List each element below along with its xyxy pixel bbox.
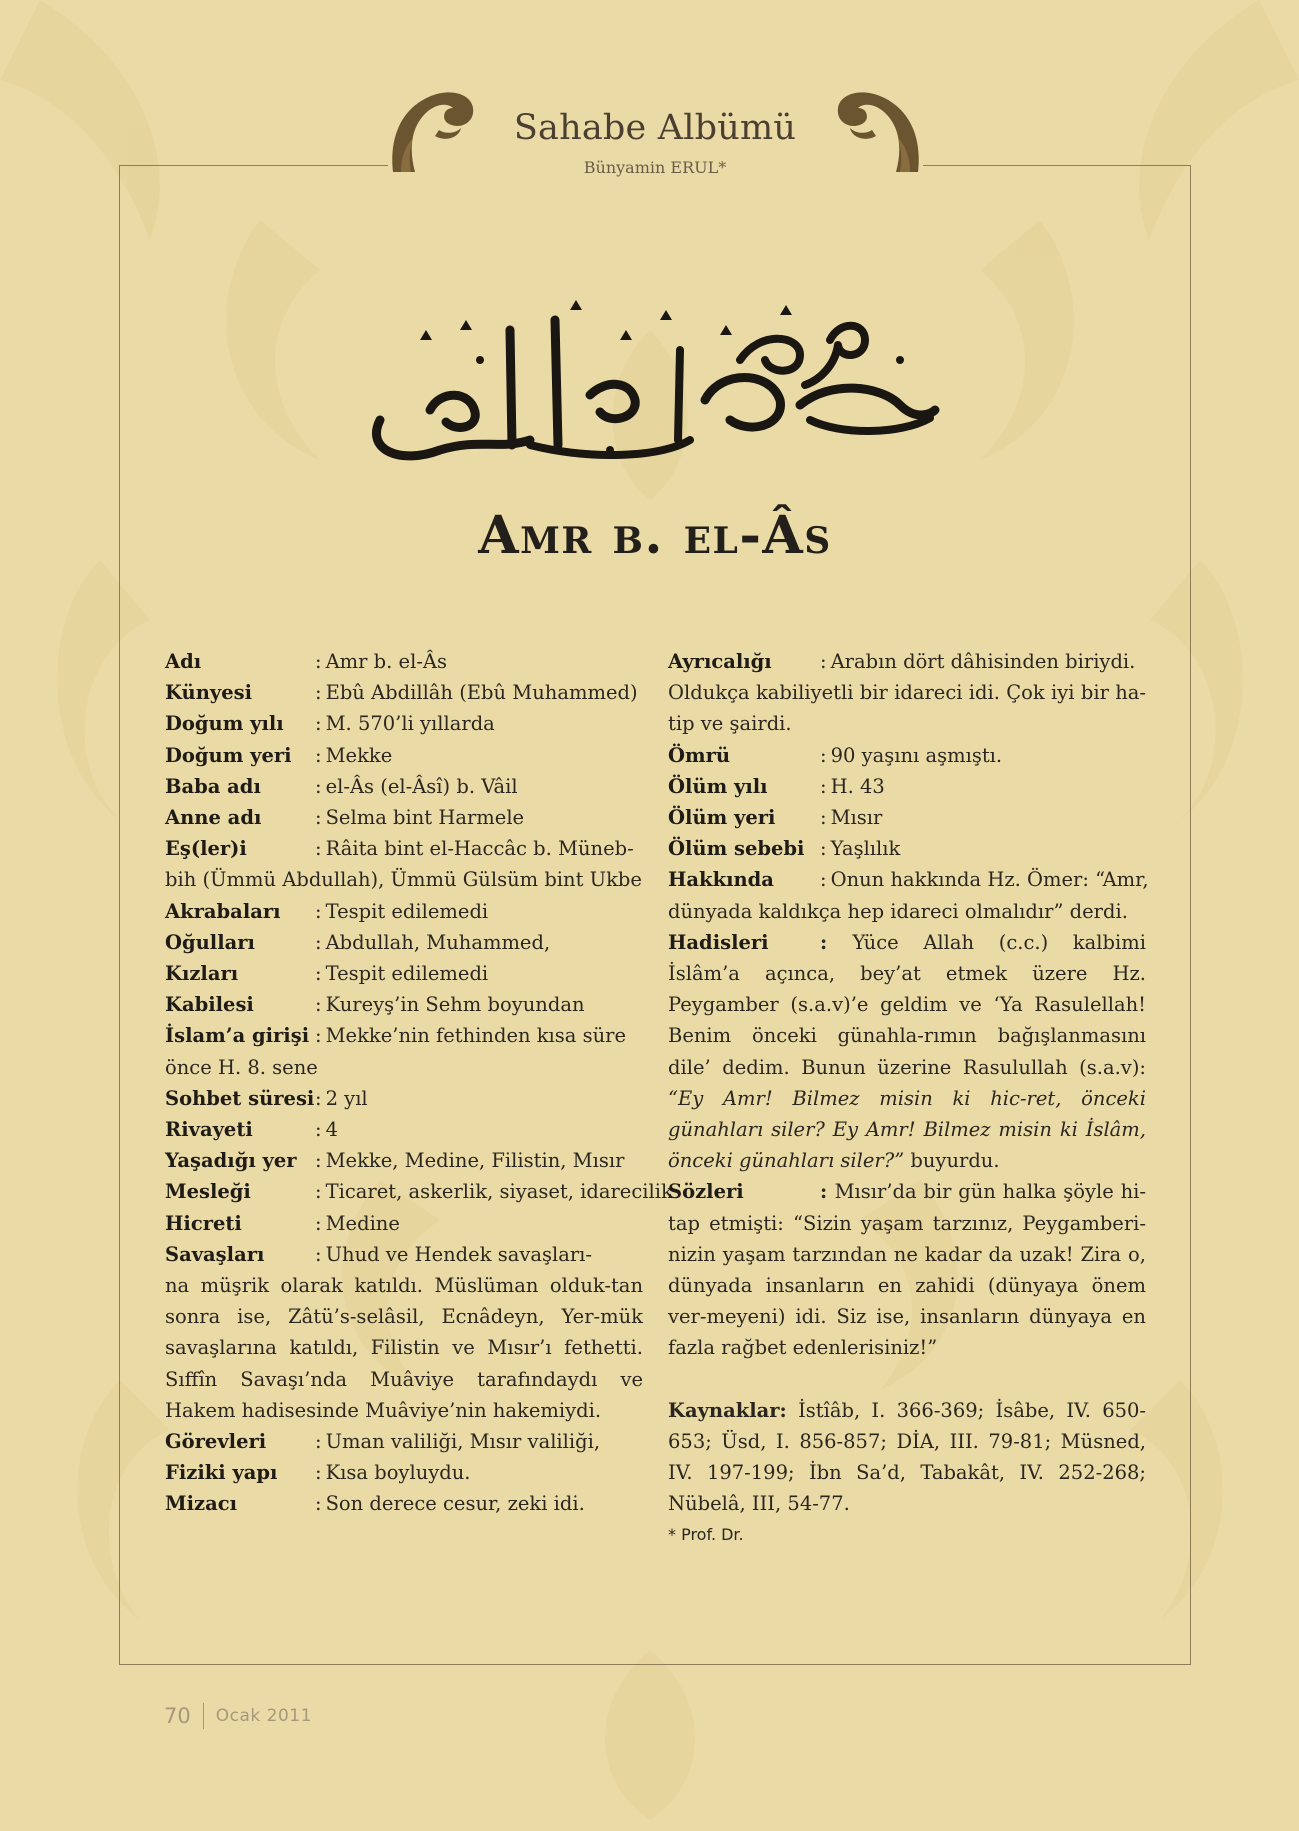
info-label: Rivayeti — [165, 1118, 253, 1142]
info-label: Hadisleri — [668, 930, 769, 954]
info-value: Uhud ve Hendek savaşları- — [325, 1242, 592, 1266]
info-row: Baba adı : el-Âs (el-Âsî) b. Vâil — [165, 771, 643, 802]
album-title: Sahabe Albümü — [513, 108, 797, 148]
info-label: Baba adı — [165, 774, 261, 798]
info-label: Sözleri — [668, 1180, 744, 1204]
sozleri-text: Mısır’da bir gün halka şöyle hi-tap etmişti: “Sizin yaşam tarzınız, Peygamberi-nizin yaşam tarzından ne kadar da uzak! Zira o, dünyada insanların en zahidi (dünyaya önem ver-meyeni) idi. Siz ise, insanların dünyaya en fazla rağbet edenlerisiniz!” — [668, 1180, 1146, 1360]
info-label: Yaşadığı yer — [165, 1149, 297, 1173]
info-value: Ebû Abdillâh (Ebû Muhammed) — [325, 681, 638, 705]
info-value: Medine — [325, 1211, 400, 1235]
info-value: H. 43 — [830, 774, 885, 798]
info-row: Ayrıcalığı : Arabın dört dâhisinden biriydi. — [668, 646, 1146, 677]
info-label: Mizacı — [165, 1492, 237, 1516]
info-value: Uman valiliği, Mısır valiliği, — [325, 1430, 601, 1454]
info-label: Hicreti — [165, 1211, 242, 1235]
info-row: Mesleği : Ticaret, askerlik, siyaset, idarecilik — [165, 1176, 643, 1207]
hadis-paragraph: Hadisleri : Yüce Allah (c.c.) kalbimi İslâm’a açınca, bey’at etmek üzere Hz. Peygamber (s.a.v)’e geldim ve ‘Ya Rasulellah! Benim önceki günahla-rımın bağışlanmasını dile’ dedim. Bunun üzerine Rasulullah (s.a.v): “Ey Amr! Bilmez misin ki hic-ret, önceki günahları siler? Ey Amr! Bilmez misin ki İslâm, önceki günahları siler?” buyurdu. — [668, 927, 1146, 1177]
info-label: Sohbet süresi — [165, 1086, 315, 1110]
info-row: Doğum yılı : M. 570’li yıllarda — [165, 708, 643, 739]
sozleri-paragraph: Sözleri : Mısır’da bir gün halka şöyle hi-tap etmişti: “Sizin yaşam tarzınız, Peygamberi-nizin yaşam tarzından ne kadar da uzak! Zira o, dünyada insanların en zahidi (dünyaya önem ver-meyeni) idi. Siz ise, insanların dünyaya en fazla rağbet edenlerisiniz!” — [668, 1176, 1146, 1363]
info-row: Kızları : Tespit edilemedi — [165, 958, 643, 989]
issue-date: Ocak 2011 — [215, 1706, 312, 1726]
info-value: Ticaret, askerlik, siyaset, idarecilik — [325, 1180, 673, 1204]
info-value: Son derece cesur, zeki idi. — [325, 1492, 585, 1516]
info-label: Anne adı — [165, 806, 262, 830]
info-value: Tespit edilemedi — [325, 899, 489, 923]
info-row: Hakkında : Onun hakkında Hz. Ömer: “Amr, — [668, 864, 1146, 895]
info-value: Onun hakkında Hz. Ömer: “Amr, — [830, 868, 1149, 892]
info-row: Künyesi : Ebû Abdillâh (Ebû Muhammed) — [165, 677, 643, 708]
sources-text: İstîâb, I. 366-369; İsâbe, IV. 650-653; Üsd, I. 856-857; DİA, III. 79-81; Müsned, IV. 197-199; İbn Sa’d, Tabakât, IV. 252-268; Nübelâ, III, 54-77. — [668, 1398, 1147, 1516]
info-row: Sohbet süresi : 2 yıl — [165, 1083, 643, 1114]
info-label: Ölüm yeri — [668, 806, 776, 830]
info-label: Savaşları — [165, 1242, 265, 1266]
info-value: Mekke’nin fethinden kısa süre — [325, 1024, 627, 1048]
info-label: Künyesi — [165, 681, 252, 705]
info-row: Anne adı : Selma bint Harmele — [165, 802, 643, 833]
info-row: Mizacı : Son derece cesur, zeki idi. — [165, 1488, 643, 1519]
footnote: * Prof. Dr. — [668, 1525, 744, 1545]
info-label: Kabilesi — [165, 993, 254, 1017]
info-row: Ölüm yeri : Mısır — [668, 802, 1146, 833]
info-row: Akrabaları : Tespit edilemedi — [165, 896, 643, 927]
info-label: Görevleri — [165, 1430, 267, 1454]
info-value: Tespit edilemedi — [325, 962, 489, 986]
footer-divider — [203, 1703, 204, 1729]
info-value: 4 — [325, 1118, 338, 1142]
info-label: Akrabaları — [165, 899, 281, 923]
info-row: Ömrü : 90 yaşını aşmıştı. — [668, 740, 1146, 771]
info-value: 90 yaşını aşmıştı. — [830, 743, 1003, 767]
info-row: Eş(ler)i : Râita bint el-Haccâc b. Müneb- — [165, 833, 643, 864]
info-value: Kısa boyluydu. — [325, 1461, 471, 1485]
info-continuation: bih (Ümmü Abdullah), Ümmü Gülsüm bint Ukbe — [165, 868, 642, 892]
info-label: Fiziki yapı — [165, 1461, 278, 1485]
info-row: Görevleri : Uman valiliği, Mısır valiliği, — [165, 1426, 643, 1457]
info-continuation: önce H. 8. sene — [165, 1055, 318, 1079]
right-column — [668, 646, 1149, 1551]
info-value: M. 570’li yıllarda — [325, 712, 495, 736]
info-label: Kızları — [165, 962, 239, 986]
info-value: 2 yıl — [325, 1086, 368, 1110]
info-label: Eş(ler)i — [165, 837, 247, 861]
info-row: Adı : Amr b. el-Âs — [165, 646, 643, 677]
info-label: Doğum yılı — [165, 712, 284, 736]
info-value: Mısır — [830, 806, 883, 830]
info-label: İslam’a girişi — [165, 1024, 310, 1048]
info-value: Amr b. el-Âs — [325, 650, 448, 673]
hadis-end: buyurdu. — [910, 1149, 1000, 1173]
info-value: el-Âs (el-Âsî) b. Vâil — [325, 774, 518, 798]
left-column — [165, 646, 673, 1520]
sources-paragraph — [668, 1395, 1146, 1520]
info-label: Ömrü — [668, 743, 731, 767]
info-value: Kureyş’in Sehm boyundan — [325, 993, 585, 1017]
info-row: Yaşadığı yer : Mekke, Medine, Filistin, Mısır — [165, 1145, 643, 1176]
info-continuation: na müşrik olarak katıldı. Müslüman olduk-tan sonra ise, Zâtü’s-selâsil, Ecnâdeyn, Yer-mük savaşlarına katıldı, Filistin ve Mısır’ı fethetti. Sıffîn Savaşı’nda Muâviye tarafındaydı ve Hakem hadisesinde Muâviye’nin hakemiydi. — [165, 1274, 643, 1422]
main-title: Amr b. el-Âs — [478, 505, 832, 566]
info-label: Ölüm sebebi — [668, 837, 805, 861]
info-label: Ayrıcalığı — [668, 650, 772, 673]
info-value: Mekke — [325, 743, 393, 767]
arabic-calligraphy — [360, 300, 940, 475]
info-row: Rivayeti : 4 — [165, 1114, 643, 1145]
sources-label: Kaynaklar: — [668, 1398, 787, 1422]
page-footer — [164, 1703, 312, 1729]
info-label: Mesleği — [165, 1180, 251, 1204]
info-row: Ölüm yılı : H. 43 — [668, 771, 1146, 802]
info-label: Ölüm yılı — [668, 774, 768, 798]
info-value: Mekke, Medine, Filistin, Mısır — [325, 1149, 625, 1173]
hadis-quote: “Ey Amr! Bilmez misin ki hic-ret, önceki günahları siler? Ey Amr! Bilmez misin ki İslâm, önceki günahları siler?” — [668, 1086, 1146, 1173]
info-row: Doğum yeri : Mekke — [165, 740, 643, 771]
info-row: Savaşları : Uhud ve Hendek savaşları- — [165, 1239, 643, 1270]
info-row: Kabilesi : Kureyş’in Sehm boyundan — [165, 989, 643, 1020]
info-value: Abdullah, Muhammed, — [325, 930, 551, 954]
info-continuation: dünyada kaldıkça hep idareci olmalıdır” derdi. — [668, 899, 1128, 923]
author-name: Bünyamin ERUL* — [583, 158, 727, 177]
info-value: Arabın dört dâhisinden biriydi. — [830, 650, 1136, 673]
info-label: Hakkında — [668, 868, 774, 892]
info-value: Selma bint Harmele — [325, 806, 525, 830]
info-row: İslam’a girişi : Mekke’nin fethinden kısa süre — [165, 1020, 643, 1051]
page-number: 70 — [164, 1704, 191, 1728]
hadis-text: Yüce Allah (c.c.) kalbimi İslâm’a açınca, bey’at etmek üzere Hz. Peygamber (s.a.v)’e geldim ve ‘Ya Rasulellah! Benim önceki günahla-rımın bağışlanmasını dile’ dedim. Bunun üzerine Rasulullah (s.a.v): — [668, 930, 1146, 1079]
info-value: Râita bint el-Haccâc b. Müneb- — [325, 837, 634, 861]
info-row: Oğulları : Abdullah, Muhammed, — [165, 927, 643, 958]
info-row: Ölüm sebebi : Yaşlılık — [668, 833, 1146, 864]
info-row: Hicreti : Medine — [165, 1208, 643, 1239]
info-label: Adı — [165, 650, 202, 673]
info-label: Doğum yeri — [165, 743, 292, 767]
info-label: Oğulları — [165, 930, 255, 954]
info-continuation: Oldukça kabiliyetli bir idareci idi. Çok iyi bir ha-tip ve şairdi. — [668, 681, 1146, 736]
info-value: Yaşlılık — [830, 837, 901, 861]
info-row: Fiziki yapı : Kısa boyluydu. — [165, 1457, 643, 1488]
